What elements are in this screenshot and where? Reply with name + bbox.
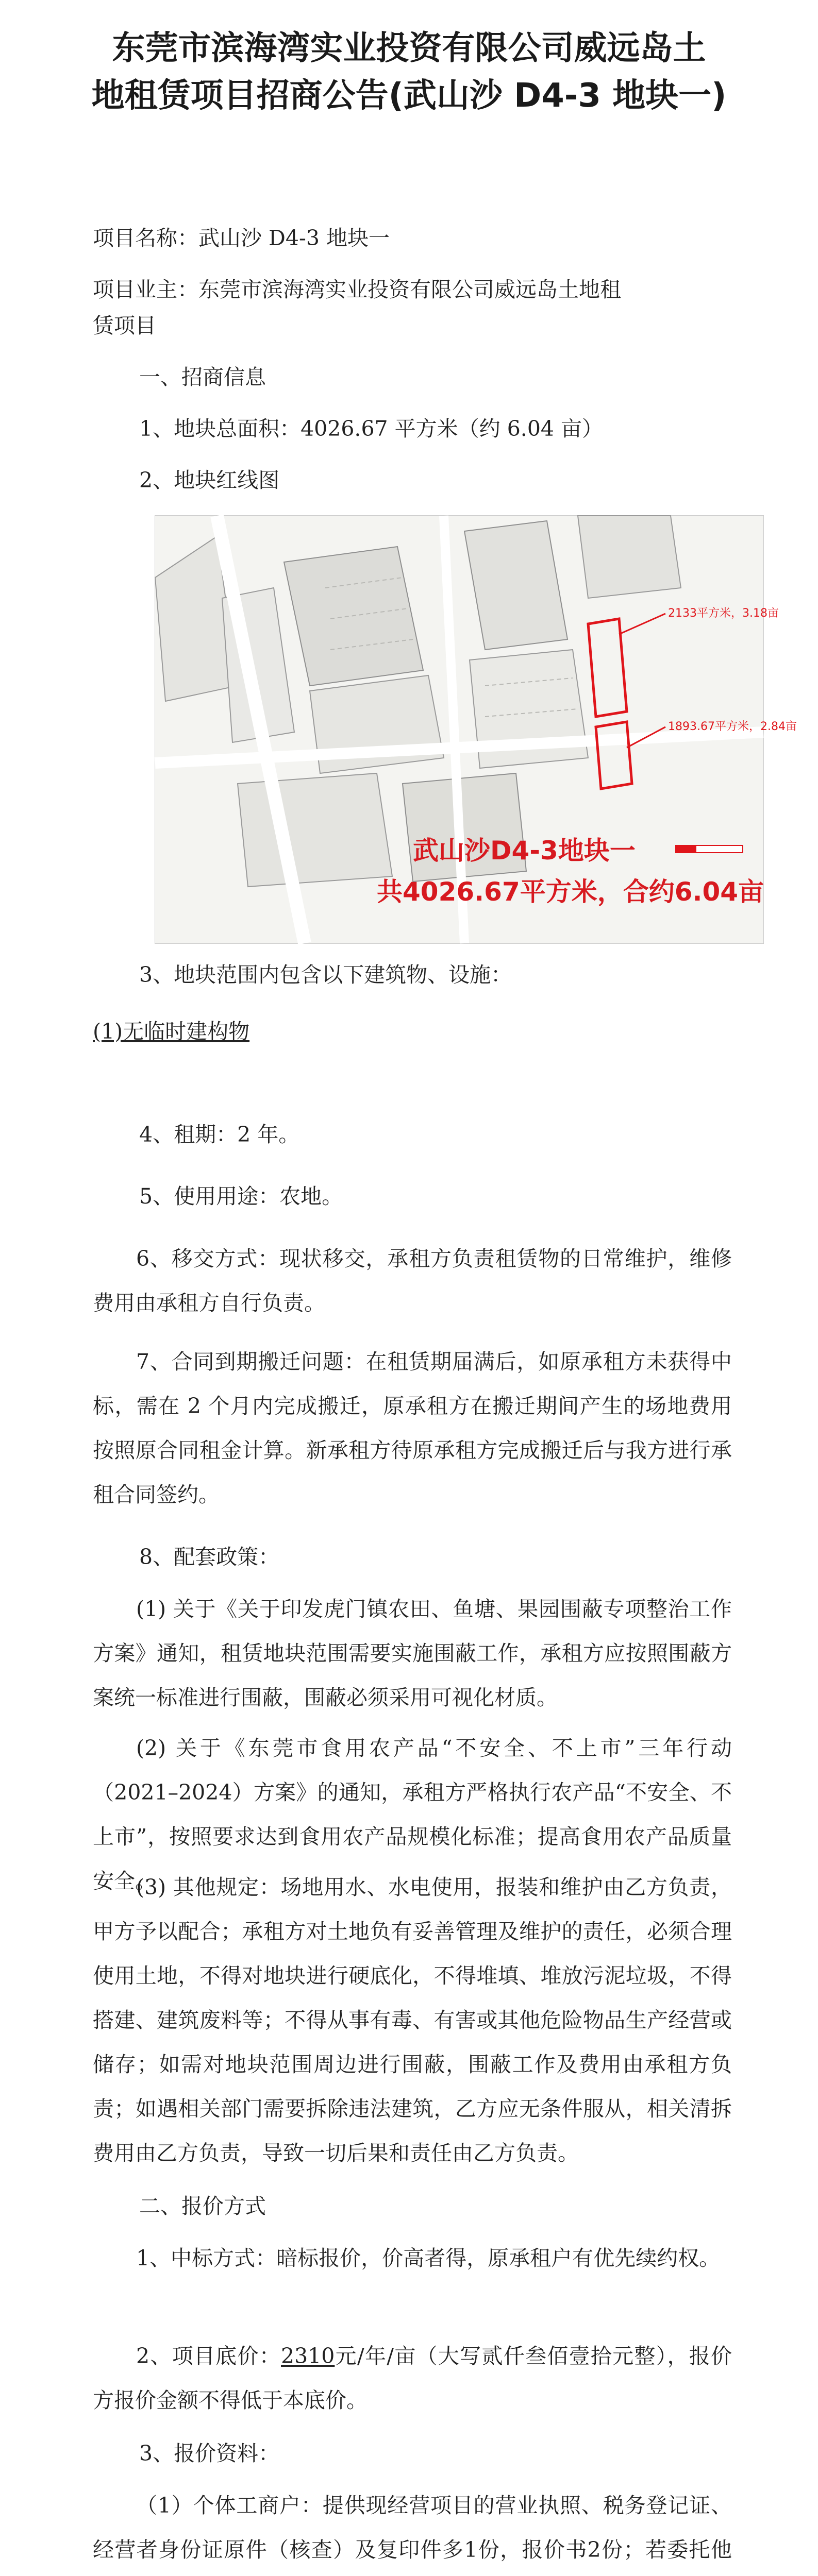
reserve-price: [93, 2334, 732, 2422]
buildings-label: 3、地块范围内包含以下建筑物、设施：: [139, 962, 512, 987]
reserve-price-suffix: 元/年/亩（大写贰仟叁佰壹拾元整），报价方报价金额不得低于本底价。: [93, 2344, 732, 2413]
site-red-line-map: [155, 515, 797, 944]
bid-method: 1、中标方式：暗标报价，价高者得，原承租户有优先续约权。: [136, 2246, 721, 2270]
policy-item-3: (3) 其他规定：场地用水、水电使用，报装和维护由乙方负责，甲方予以配合；承租方对土地负有妥善管理及维护的责任，必须合理使用土地，不得对地块进行硬底化，不得堆填、堆放污泥垃圾，不得搭建、建筑废料等；不得从事有毒、有害或其他危险物品生产经营或储存；如需对地块范围周边进行围蔽，围蔽工作及费用由承租方负责；如遇相关部门需要拆除违法建筑，乙方应无条件服从，相关清拆费用由乙方负责，导致一切后果和责任由乙方负责。: [93, 1875, 732, 2165]
bid-docs-individual: （1）个体工商户：提供现经营项目的营业执照、税务登记证、经营者身份证原件（核查）及复印件多1份，报价书2份；若委托他: [93, 2493, 732, 2562]
policy-heading: 8、配套政策：: [139, 1545, 280, 1569]
policy-item-2: (2) 关于《东莞市食用农产品“不安全、不上市”三年行动（2021–2024）方案》的通知，承租方严格执行农产品“不安全、不上市”，按照要求达到食用农产品规模化标准；提高食用农产品质量安全。: [93, 1736, 732, 1893]
page-title-line1: 东莞市滨海湾实业投资有限公司威远岛土: [112, 29, 706, 67]
section2-heading: 二、报价方式: [139, 2194, 266, 2218]
project-owner-line2: 赁项目: [93, 313, 156, 338]
relocation-terms: 7、合同到期搬迁问题：在租赁期届满后，如原承租方未获得中标，需在 2 个月内完成搬迁，原承租方在搬迁期间产生的场地费用按照原合同租金计算。新承租方待原承租方完成搬迁后与我方进行承租合同签约。: [93, 1349, 732, 1507]
page-title-line2: 地租赁项目招商公告(武山沙 D4-3 地块一): [91, 77, 727, 115]
policy-item-1: (1) 关于《关于印发虎门镇农田、鱼塘、果园围蔽专项整治工作方案》通知，租赁地块范围需要实施围蔽工作，承租方应按照围蔽方案统一标准进行围蔽，围蔽必须采用可视化材质。: [93, 1597, 732, 1710]
project-owner-line1: 项目业主：东莞市滨海湾实业投资有限公司威远岛土地租: [93, 277, 621, 302]
handover-terms: 6、移交方式：现状移交，承租方负责租赁物的日常维护，维修费用由承租方自行负责。: [93, 1246, 732, 1315]
parcel-callout-2: 1893.67平方米，2.84亩: [668, 720, 797, 733]
site-map-label: 2、地块红线图: [139, 468, 280, 493]
lease-term: 4、租期：2 年。: [139, 1122, 300, 1147]
map-caption-line1: 武山沙D4-3地块一: [413, 836, 636, 866]
site-area: 1、地块总面积：4026.67 平方米（约 6.04 亩）: [139, 416, 604, 441]
section1-heading: 一、招商信息: [139, 365, 266, 389]
buildings-value: [93, 1010, 732, 1053]
buildings-value-text: (1)无临时建构物: [93, 1019, 250, 1044]
map-caption-line2: 共4026.67平方米，合约6.04亩: [377, 877, 764, 907]
reserve-price-value: 2310: [281, 2344, 335, 2368]
land-use: 5、使用用途：农地。: [139, 1184, 343, 1209]
project-name: 项目名称：武山沙 D4-3 地块一: [93, 226, 390, 250]
reserve-price-prefix: 2、项目底价：: [136, 2344, 281, 2368]
parcel-callout-1: 2133平方米，3.18亩: [668, 607, 779, 620]
bid-documents-heading: 3、报价资料：: [139, 2441, 280, 2466]
